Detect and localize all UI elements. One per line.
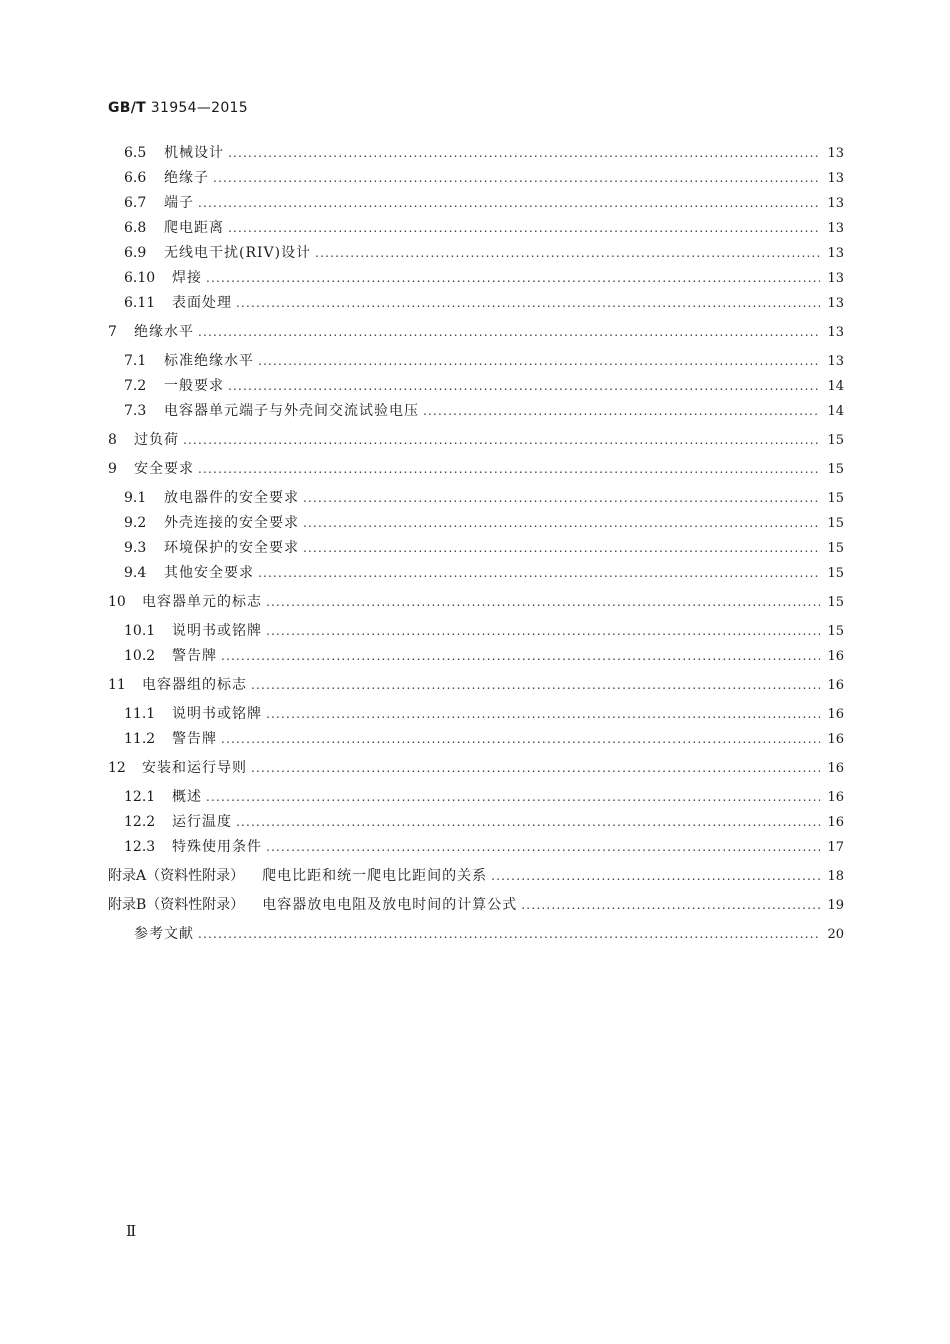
toc-entry[interactable] <box>108 837 844 862</box>
document-header <box>108 100 248 116</box>
toc-leader-dots <box>228 218 820 238</box>
toc-leader-dots <box>198 322 820 342</box>
toc-leader-dots <box>228 376 820 396</box>
toc-entry-page: 13 <box>827 296 844 311</box>
toc-entry-number: 6.7 <box>124 195 147 211</box>
toc-entry-page: 15 <box>827 595 844 610</box>
toc-entry-title: 标准绝缘水平 <box>164 353 254 369</box>
toc-leader-dots <box>206 787 820 807</box>
toc-entry[interactable] <box>108 592 844 617</box>
toc-leader-dots <box>236 293 820 313</box>
toc-leader-dots <box>198 459 820 479</box>
toc-leader-dots <box>423 401 820 421</box>
toc-entry-page: 18 <box>827 869 844 884</box>
toc-leader-dots <box>213 168 820 188</box>
toc-entry[interactable] <box>108 351 844 376</box>
toc-entry[interactable] <box>108 488 844 513</box>
toc-entry-title: 安全要求 <box>134 461 194 477</box>
toc-entry-title: 表面处理 <box>172 295 232 311</box>
toc-entry-number: 12.2 <box>124 814 156 830</box>
toc-entry-page: 20 <box>827 927 844 942</box>
toc-entry-page: 13 <box>827 171 844 186</box>
toc-leader-dots <box>491 866 820 886</box>
toc-entry-number: 9.2 <box>124 515 147 531</box>
toc-entry-number: 12.3 <box>124 839 156 855</box>
toc-entry[interactable] <box>108 758 844 783</box>
toc-entry-title: 电容器组的标志 <box>142 677 247 693</box>
toc-leader-dots <box>198 193 820 213</box>
toc-entry[interactable] <box>108 430 844 455</box>
toc-entry[interactable] <box>108 924 844 949</box>
toc-entry-page: 13 <box>827 221 844 236</box>
toc-entry[interactable] <box>108 376 844 401</box>
toc-entry-number: 12.1 <box>124 789 156 805</box>
toc-entry-title: 放电器件的安全要求 <box>164 490 299 506</box>
toc-entry-title: 机械设计 <box>164 145 224 161</box>
toc-entry[interactable] <box>108 268 844 293</box>
toc-entry-title: 说明书或铭牌 <box>172 623 262 639</box>
toc-entry-number: 8 <box>108 432 117 448</box>
toc-entry-title: 过负荷 <box>134 432 179 448</box>
toc-entry-page: 16 <box>827 761 844 776</box>
toc-entry-number: 6.11 <box>124 295 156 311</box>
toc-entry-title: 电容器单元端子与外壳间交流试验电压 <box>164 403 419 419</box>
toc-entry-number: 6.8 <box>124 220 147 236</box>
toc-entry[interactable] <box>108 143 844 168</box>
toc-entry[interactable] <box>108 729 844 754</box>
toc-entry-title: 概述 <box>172 789 202 805</box>
toc-leader-dots <box>228 143 820 163</box>
toc-leader-dots <box>236 812 820 832</box>
toc-entry-page: 13 <box>827 246 844 261</box>
standard-code: GB/T <box>108 100 147 116</box>
toc-entry-title: 绝缘子 <box>164 170 209 186</box>
toc-entry-page: 14 <box>827 379 844 394</box>
toc-entry[interactable] <box>108 621 844 646</box>
toc-entry-page: 13 <box>827 196 844 211</box>
toc-entry[interactable] <box>108 218 844 243</box>
toc-entry-page: 15 <box>827 462 844 477</box>
toc-entry[interactable] <box>108 513 844 538</box>
toc-entry-title: 运行温度 <box>172 814 232 830</box>
toc-entry-title: 其他安全要求 <box>164 565 254 581</box>
toc-entry-title: 无线电干扰(RIV)设计 <box>164 245 312 261</box>
toc-leader-dots <box>258 563 820 583</box>
toc-entry-page: 16 <box>827 678 844 693</box>
toc-entry-page: 13 <box>827 354 844 369</box>
table-of-contents <box>108 143 844 949</box>
toc-entry-page: 17 <box>827 840 844 855</box>
toc-leader-dots <box>521 895 820 915</box>
toc-leader-dots <box>183 430 820 450</box>
toc-entry-title: 说明书或铭牌 <box>172 706 262 722</box>
toc-leader-dots <box>258 351 820 371</box>
toc-entry-page: 13 <box>827 325 844 340</box>
toc-leader-dots <box>266 837 820 857</box>
toc-entry[interactable] <box>108 787 844 812</box>
toc-entry-number: 11 <box>108 677 126 693</box>
page-number: Ⅱ <box>126 1222 137 1240</box>
toc-entry-number: 附录A（资料性附录） <box>108 868 245 884</box>
toc-entry-number: 7.3 <box>124 403 147 419</box>
toc-entry-title: 焊接 <box>172 270 202 286</box>
toc-entry-title: 环境保护的安全要求 <box>164 540 299 556</box>
toc-entry-page: 15 <box>827 516 844 531</box>
toc-entry-number: 6.10 <box>124 270 156 286</box>
toc-entry-page: 16 <box>827 707 844 722</box>
toc-entry-number: 7.2 <box>124 378 147 394</box>
toc-leader-dots <box>251 675 820 695</box>
toc-entry-number: 11.1 <box>124 706 156 722</box>
toc-leader-dots <box>303 538 820 558</box>
toc-entry-number: 11.2 <box>124 731 156 747</box>
toc-entry-page: 14 <box>827 404 844 419</box>
toc-entry-number: 6.6 <box>124 170 147 186</box>
toc-leader-dots <box>266 704 820 724</box>
standard-number: 31954—2015 <box>150 100 248 116</box>
toc-leader-dots <box>206 268 820 288</box>
toc-entry-number: 10.2 <box>124 648 156 664</box>
toc-leader-dots <box>266 592 820 612</box>
toc-entry-page: 16 <box>827 732 844 747</box>
toc-entry[interactable] <box>108 646 844 671</box>
toc-leader-dots <box>303 513 820 533</box>
toc-leader-dots <box>303 488 820 508</box>
toc-entry-page: 15 <box>827 566 844 581</box>
toc-entry-title: 警告牌 <box>172 731 217 747</box>
toc-entry-page: 13 <box>827 271 844 286</box>
toc-leader-dots <box>315 243 820 263</box>
toc-entry-number: 9.3 <box>124 540 147 556</box>
toc-entry[interactable] <box>108 193 844 218</box>
toc-entry-title: 端子 <box>164 195 194 211</box>
toc-entry-number: 9 <box>108 461 117 477</box>
toc-leader-dots <box>198 924 820 944</box>
toc-entry-page: 13 <box>827 146 844 161</box>
toc-entry-number: 10.1 <box>124 623 156 639</box>
toc-entry-page: 19 <box>827 898 844 913</box>
toc-entry-title: 安装和运行导则 <box>142 760 247 776</box>
toc-entry-title: 参考文献 <box>134 926 194 942</box>
toc-entry-page: 16 <box>827 649 844 664</box>
toc-entry-title: 爬电距离 <box>164 220 224 236</box>
toc-entry-title: 爬电比距和统一爬电比距间的关系 <box>262 868 488 884</box>
toc-entry-title: 一般要求 <box>164 378 224 394</box>
toc-entry[interactable] <box>108 243 844 268</box>
toc-entry-number: 6.9 <box>124 245 147 261</box>
toc-leader-dots <box>221 646 820 666</box>
toc-entry-page: 15 <box>827 491 844 506</box>
toc-entry[interactable] <box>108 459 844 484</box>
toc-entry-title: 电容器单元的标志 <box>142 594 262 610</box>
toc-entry-title: 电容器放电电阻及放电时间的计算公式 <box>262 897 518 913</box>
toc-entry-page: 16 <box>827 790 844 805</box>
toc-leader-dots <box>266 621 820 641</box>
toc-entry-number: 7.1 <box>124 353 147 369</box>
toc-entry[interactable] <box>108 675 844 700</box>
toc-entry-page: 15 <box>827 433 844 448</box>
toc-entry-number: 6.5 <box>124 145 147 161</box>
toc-entry[interactable] <box>108 704 844 729</box>
toc-entry[interactable] <box>108 866 844 891</box>
toc-entry-number: 9.1 <box>124 490 147 506</box>
toc-entry[interactable] <box>108 895 844 920</box>
toc-entry-number: 12 <box>108 760 126 776</box>
toc-entry-title: 特殊使用条件 <box>172 839 262 855</box>
toc-entry-title: 外壳连接的安全要求 <box>164 515 299 531</box>
toc-entry[interactable] <box>108 812 844 837</box>
toc-entry-number: 10 <box>108 594 126 610</box>
toc-entry-page: 15 <box>827 541 844 556</box>
toc-entry-page: 15 <box>827 624 844 639</box>
toc-entry-page: 16 <box>827 815 844 830</box>
toc-leader-dots <box>251 758 820 778</box>
toc-entry[interactable] <box>108 563 844 588</box>
toc-entry-title: 绝缘水平 <box>134 324 194 340</box>
toc-entry[interactable] <box>108 538 844 563</box>
toc-entry-number: 9.4 <box>124 565 147 581</box>
toc-entry[interactable] <box>108 322 844 347</box>
toc-entry[interactable] <box>108 293 844 318</box>
toc-entry-number: 7 <box>108 324 117 340</box>
toc-entry-title: 警告牌 <box>172 648 217 664</box>
toc-entry[interactable] <box>108 401 844 426</box>
toc-leader-dots <box>221 729 820 749</box>
toc-entry-number: 附录B（资料性附录） <box>108 897 245 913</box>
toc-entry[interactable] <box>108 168 844 193</box>
